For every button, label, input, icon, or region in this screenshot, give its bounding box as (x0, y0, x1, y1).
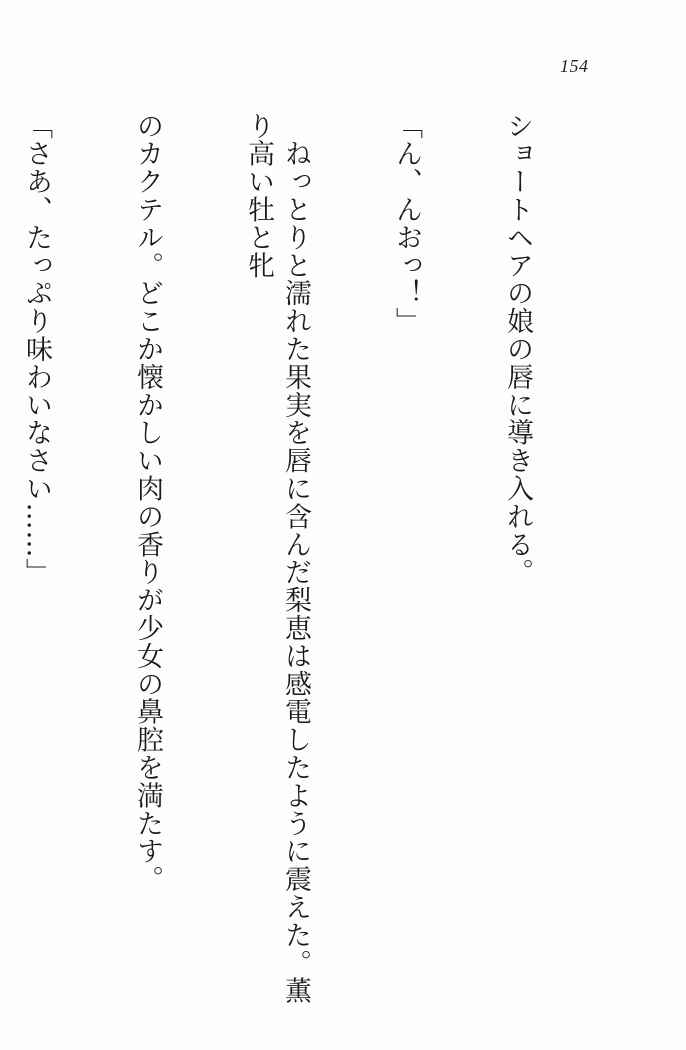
text-line: 「さあ、たっぷり味わいなさい……」 (21, 112, 52, 587)
vertical-text-block (0, 112, 610, 1012)
text-line: のカクテル。どこか懐かしい肉の香りが少女の鼻腔を満たす。 (132, 112, 163, 894)
text-line: ショートヘアの娘の唇に導き入れる。 (502, 112, 533, 587)
page-number: 154 (560, 56, 589, 76)
text-line: ねっとりと濡れた果実を唇に含んだ梨恵は感電したように震えた。薫り高い牡と牝 (243, 112, 311, 1005)
text-line: 「ん、んおっ！」 (391, 112, 422, 336)
